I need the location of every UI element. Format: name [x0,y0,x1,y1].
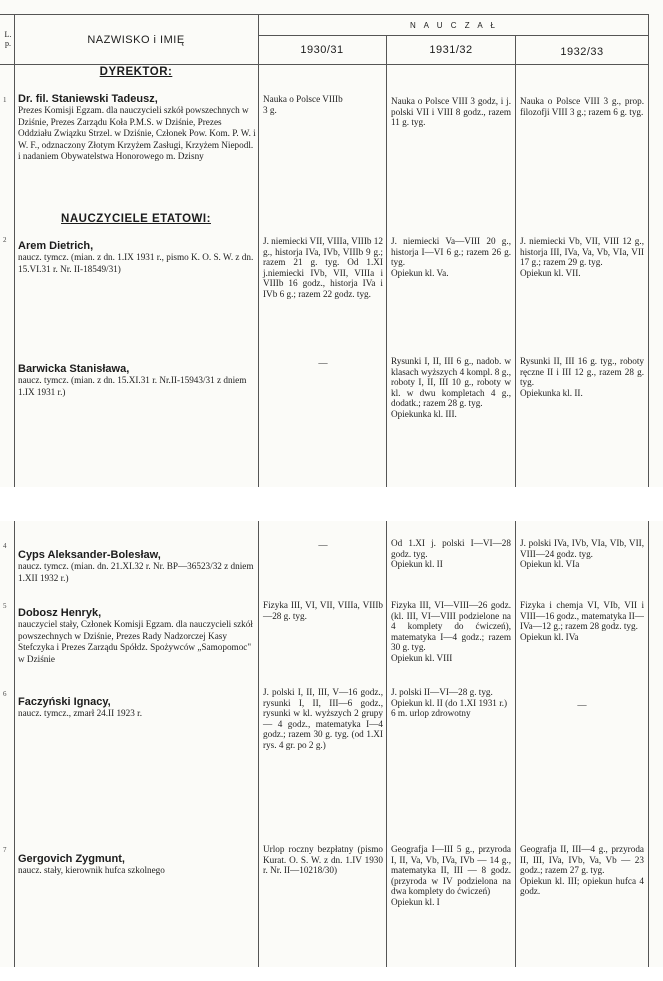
person-name: Dobosz Henryk, [18,606,102,619]
section-heading-staff: NAUCZYCIELE ETATOWI: [61,213,211,225]
rule [648,14,649,487]
year-header-1931: 1931/32 [429,44,473,56]
assignment-1932: J. niemiecki Vb, VII, VIII 12 g., historja III, IVa, Va, Vb, VIa, VII 17 g.; razem 29 g. tyg. Opiekun kl. VII. [520,236,644,278]
person-name: Dr. fil. Staniewski Tadeusz, [18,92,158,105]
assignment-1931: J. niemiecki Va—VIII 20 g., historja I—VI 6 g.; razem 26 g. tyg. Opiekun kl. Va. [391,236,511,278]
assignment-1932: Fizyka i chemja VI, VIb, VII i VIII—16 godz., matematyka II—IVa—12 g.; razem 28 godz. tyg. Opiekun kl. IVa [520,600,644,642]
assignment-1932: Rysunki II, III 16 g. tyg., roboty ręczne II i III 12 g., razem 28 g. tyg. Opiekunka kl. II. [520,356,644,398]
person-description: naucz. tymcz. (mian. z dn. 1.IX 1931 r., pismo K. O. S. W. z dn. 15.VI.31 r. Nr. II-18549/31) [18,252,254,274]
person-description: nauczyciel stały, Członek Komisji Egzam. dla nauczycieli szkół powszechnych w Dziśnie, Prezes Rady Nadzorczej Kasy Stefczyka i Prezes Zarządu Spółdz. Spożywców „Samopomoc" w Dziśnie [18,619,253,664]
person-entry [18,82,256,163]
person-entry [18,596,256,665]
rule [258,14,259,487]
lp-header: L. p. [4,30,12,48]
assignment-1930: Urlop roczny bezpłatny (pismo Kurat. O. S. W. z dn. 1.IV 1930 r. Nr. II—10218/30) [263,844,383,876]
person-entry [18,229,256,275]
rule [515,35,516,487]
year-header-1930: 1930/31 [300,44,344,56]
assignment-1932: Geografja II, III—4 g., przyroda II, III, IVa, IVb, Va, Vb — 23 godz.; razem 27 g. tyg. Opiekun kl. III; opiekun hufca 4 godz. [520,844,644,897]
assignment-1931: Rysunki I, II, III 6 g., nadob. w klasach wyższych 4 kompl. 8 g., roboty I, II, III 10 g., roboty w kl. w dwu kompletach 4 g., dodatk.; razem 28 g. tyg. Opiekunka kl. III. [391,356,511,419]
rule [0,14,648,15]
section-heading-director: DYREKTOR: [99,66,173,78]
rule [14,521,15,967]
person-entry [18,842,256,877]
person-name: Barwicka Stanisława, [18,362,130,375]
rule [386,521,387,967]
person-description: naucz. stały, kierownik hufca szkolnego [18,865,165,875]
rule [0,64,648,65]
person-entry [18,538,256,584]
assignment-1930: Fizyka III, VI, VII, VIIIa, VIIIb—28 g. tyg. [263,600,383,621]
person-description: naucz. tymcz., zmarł 24.II 1923 r. [18,708,142,718]
rule [258,521,259,967]
assignment-1931: Fizyka III, VI—VIII—26 godz. (kl. III, VI—VIII podzielone na 4 komplety do ćwiczeń), matematyka I—4 godz.; razem 30 g. tyg. Opiekun kl. VIII [391,600,511,663]
assignment-1931: J. polski II—VI—28 g. tyg. Opiekun kl. II (do 1.XI 1931 r.) 6 m. urlop zdrowotny [391,687,508,719]
person-entry [18,685,256,720]
person-name: Arem Dietrich, [18,239,94,252]
teaches-header: N A U C Z A Ł [410,21,498,30]
person-name: Gergovich Zygmunt, [18,852,125,865]
assignment-1930: J. niemiecki VII, VIIIa, VIIIb 12 g., historja IVa, IVb, VIIIb 9 g.; razem 21 g. tyg. Od 1.XI j.niemiecki IVb, VII, VIIIa i VIIIb 16 godz., historja IVa i IVb 6 g.; razem 22 godz. tyg. [263,236,383,299]
assignment-1930: J. polski I, II, III, V—16 godz., rysunki I, II, III—6 godz., rysunki w kl. wyższych 2 grupy — 4 godz., matematyka I—4 godz.; razem 30 g. tyg. (od 1.XI rys. 4 gr. po 2 g.) [263,687,383,750]
person-description: naucz. tymcz. (mian. z dn. 15.XI.31 r. Nr.II-15943/31 z dniem 1.IX 1931 r.) [18,375,247,397]
assignment-1931: Od 1.XI j. polski I—VI—28 godz. tyg. Opiekun kl. II [391,538,511,570]
assignment-1932: Nauka o Polsce VIII 3 g., prop. filozofji VIII 3 g.; razem 6 g. tyg. [520,96,644,117]
assignment-1932: J. polski IVa, IVb, VIa, VIb, VII, VIII—24 godz. tyg. Opiekun kl. VIa [520,538,644,570]
row-number: 2 [3,236,7,244]
rule [14,14,15,487]
assignment-1931: Geografja I—III 5 g., przyroda I, II, Va, Vb, IVa, IVb — 14 g., matematyka II, III — 8 godz. (przyroda w IV podzielona na dwa komplety do ćwiczeń) Opiekun kl. I [391,844,511,907]
person-description: Prezes Komisji Egzam. dla nauczycieli szkół powszechnych w Dziśnie, Prezes Zarządu Koła P.M.S. w Dziśnie, Prezes Oddziału Związku Strzel. w Dziśnie, Członek Pow. Kom. P. W. i W. F., odznaczony Złotym Krzyżem Zasługi, Krzyżem Niepodl. i nadaniem Obywatelstwa Honorowego m. Dzisny [18,105,256,161]
rule [648,521,649,967]
year-header-1932: 1932/33 [560,46,604,58]
row-number: 5 [3,602,7,610]
rule [515,521,516,967]
person-name: Cyps Aleksander-Bolesław, [18,548,161,561]
row-number: 7 [3,846,7,854]
assignment-1932: — [577,700,587,710]
assignment-1931: Nauka o Polsce VIII 3 godz, i j. polski VII i VIII 8 godz., razem 11 g. tyg. [391,96,511,128]
row-number: 1 [3,96,7,104]
person-description: naucz. tymcz. (mian. dn. 21.XI.32 r. Nr. BP—36523/32 z dniem 1.XII 1932 r.) [18,561,254,583]
person-name: Faczyński Ignacy, [18,695,111,708]
assignment-1930: — [318,540,328,550]
rule [386,35,387,487]
person-entry [18,352,256,398]
name-column-header: NAZWISKO i IMIĘ [87,34,185,46]
row-number: 4 [3,542,7,550]
rule [258,35,648,36]
assignment-1930: — [318,358,328,368]
assignment-1930: Nauka o Polsce VIIIb 3 g. [263,94,343,115]
row-number: 6 [3,690,7,698]
